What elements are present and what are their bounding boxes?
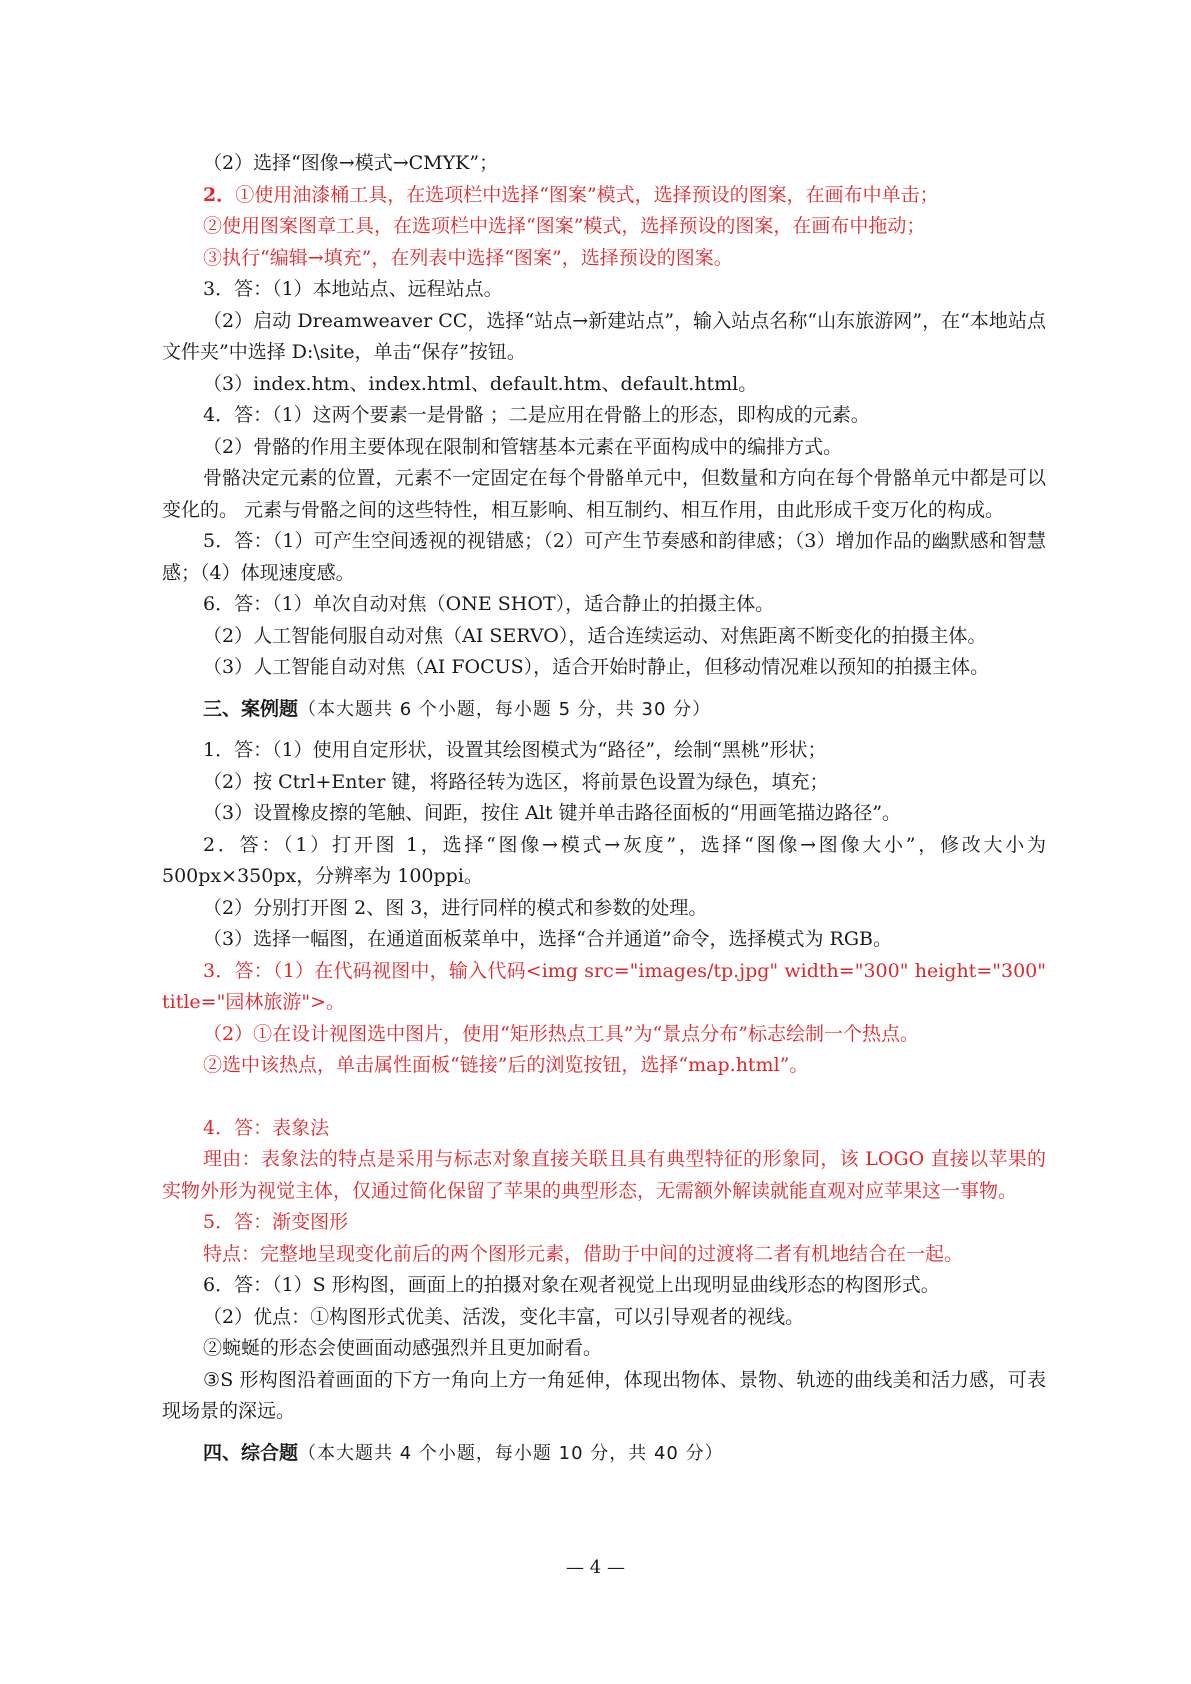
question-number: 3． [203,959,235,982]
section-heading [162,1438,1046,1470]
answer-paragraph: 2．答：（1）打开图 1，选择“图像→模式→灰度”，选择“图像→图像大小”，修改大小为 500px×350px，分辨率为 100ppi。 [162,833,1046,887]
answer-line: （3）人工智能自动对焦（AI FOCUS），适合开始时静止，但移动情况难以预知的拍摄主体。 [203,656,990,678]
answer-line: 3．答：（1）本地站点、远程站点。 [203,278,503,300]
answer-text: 答：（1）在代码视图中，输入代码<img src="images/tp.jpg" width="300" height="300" title="园林旅游">。 [162,959,1046,1013]
answer-line: （2）优点：①构图形式优美、活泼，变化丰富，可以引导观者的视线。 [203,1305,805,1328]
answer-paragraph: 骨骼决定元素的位置，元素不一定固定在每个骨骼单元中，但数量和方向在每个骨骼单元中都是可以变化的。 元素与骨骼之间的这些特性，相互影响、相互制约、相互作用，由此形成千变万化的构成。 [162,467,1046,521]
answer-line: ②蜿蜒的形态会使画面动感强烈并且更加耐看。 [203,1337,603,1359]
answer-line-red: （2）①在设计视图选中图片，使用“矩形热点工具”为“景点分布”标志绘制一个热点。 [203,1022,919,1045]
answer-line-red: 特点：完整地呈现变化前后的两个图形元素，借助于中间的过渡将二者有机地结合在一起。 [203,1242,964,1265]
section-title: 四、综合题 [203,1441,299,1464]
answer-paragraph-red: 理由：表象法的特点是采用与标志对象直接关联且具有典型特征的形象同，该 LOGO 直接以苹果的实物外形为视觉主体，仅通过简化保留了苹果的典型形态，无需额外解读就能直观对应苹果这一事物。 [162,1148,1046,1202]
answer-paragraph-red [162,956,1046,1019]
answer-paragraph: ③S 形构图沿着画面的下方一角向上方一角延伸，体现出物体、景物、轨迹的曲线美和活力感，可表现场景的深远。 [162,1368,1046,1422]
answer-paragraph: 5．答：（1）可产生空间透视的视错感；（2）可产生节奏感和韵律感；（3）增加作品的幽默感和智慧感；（4）体现速度感。 [162,530,1046,584]
answer-line: 6．答：（1）S 形构图，画面上的拍摄对象在观者视觉上出现明显曲线形态的构图形式。 [203,1274,940,1296]
answer-line-red: 5．答：渐变图形 [203,1211,349,1233]
section-title: 三、案例题 [203,697,299,720]
answer-line-red: ②使用图案图章工具，在选项栏中选择“图案”模式，选择预设的图案，在画布中拖动； [203,215,926,237]
answer-text: ①使用油漆桶工具，在选项栏中选择“图案”模式，选择预设的图案，在画布中单击； [235,183,939,206]
answer-line: （3）index.htm、index.html、default.htm、default.html。 [203,372,758,395]
section-note: （本大题共 6 个小题，每小题 5 分，共 30 分） [298,698,712,720]
answer-line: （2）骨骼的作用主要体现在限制和管辖基本元素在平面构成中的编排方式。 [203,435,843,458]
answer-line: （2）人工智能伺服自动对焦（AI SERVO），适合连续运动、对焦距离不断变化的拍摄主体。 [203,624,987,647]
answer-line: （2）启动 Dreamweaver CC，选择“站点→新建站点”，输入站点名称“山东旅游网”，在“本地站点文件夹”中选择 D:\site，单击“保存”按钮。 [162,309,1046,363]
spacer [162,1082,1046,1113]
answer-line: （3）选择一幅图，在通道面板菜单中，选择“合并通道”命令，选择模式为 RGB。 [203,928,893,950]
answer-line-red: ③执行“编辑→填充”，在列表中选择“图案”，选择预设的图案。 [203,246,733,269]
answer-line: （2）分别打开图 2、图 3，进行同样的模式和参数的处理。 [203,896,708,919]
answer-line: 1．答：（1）使用自定形状，设置其绘图模式为“路径”，绘制“黑桃”形状； [203,739,827,761]
answer-line: 4．答：（1）这两个要素一是骨骼 ；二是应用在骨骼上的形态，即构成的元素。 [203,404,870,426]
answer-line-red: ②选中该热点，单击属性面板“链接”后的浏览按钮，选择“map.html”。 [203,1054,809,1076]
section-note: （本大题共 4 个小题，每小题 10 分，共 40 分） [298,1442,724,1464]
answer-line: （2）选择“图像→模式→CMYK”； [203,152,499,174]
answer-line-red [162,180,1046,212]
answer-line: （3）设置橡皮擦的笔触、间距，按住 Alt 键并单击路径面板的“用画笔描边路径”。 [203,802,902,824]
document-body [162,148,1046,1479]
answer-line: （2）按 Ctrl+Enter 键，将路径转为选区，将前景色设置为绿色，填充； [203,770,829,793]
question-number: 2． [203,183,236,206]
answer-line-red: 4．答：表象法 [203,1116,330,1139]
answer-line: 6．答：（1）单次自动对焦（ONE SHOT），适合静止的拍摄主体。 [203,593,775,615]
page-number: — 4 — [566,1557,625,1578]
section-heading [162,694,1046,726]
